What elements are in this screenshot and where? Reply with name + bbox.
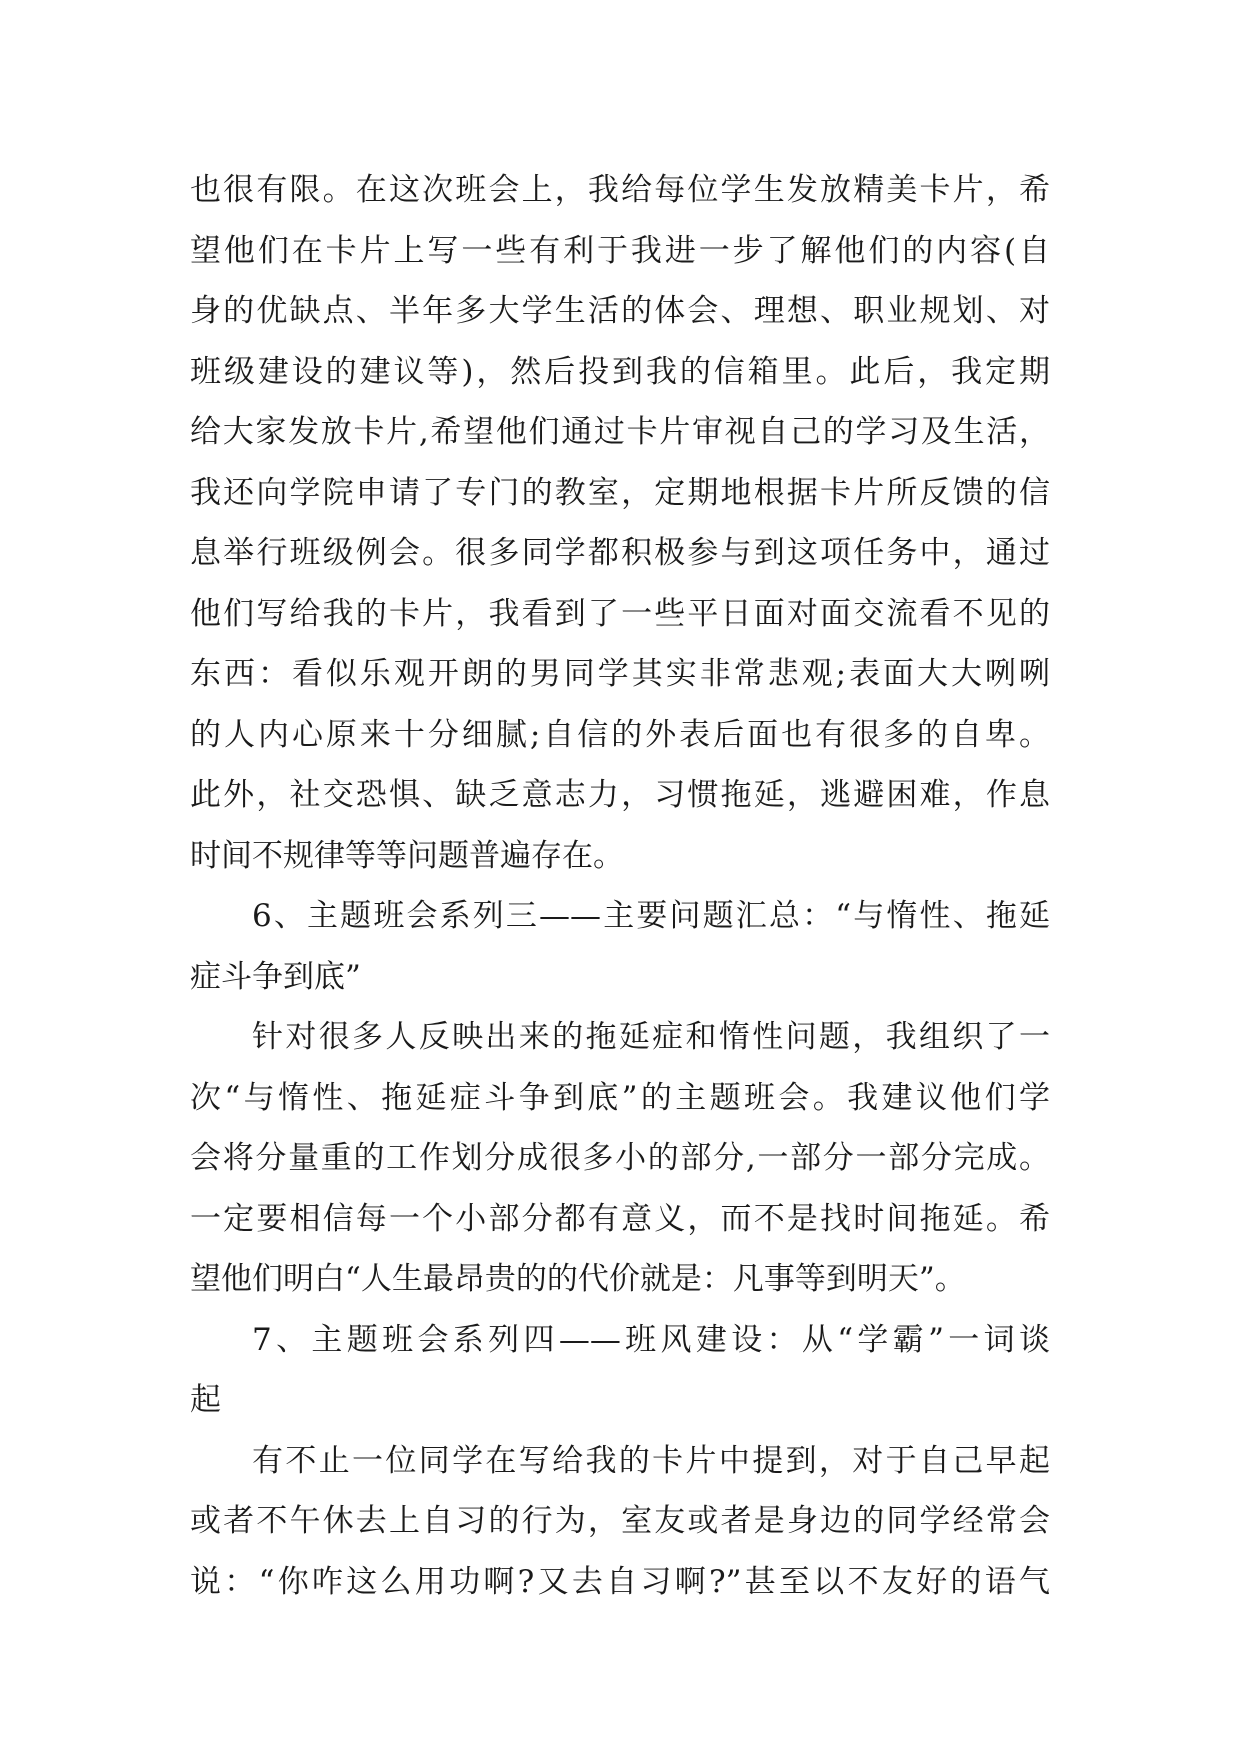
text-line: 有不止一位同学在写给我的卡片中提到，对于自己早起 (252, 1442, 1050, 1479)
text-line: 身的优缺点、半年多大学生活的体会、理想、职业规划、对 (190, 293, 1050, 329)
section-heading-7-cont: 起 (190, 1382, 221, 1418)
text-line: 时间不规律等等问题普遍存在。 (190, 837, 624, 874)
text-line: 也很有限。在这次班会上，我给每位学生发放精美卡片，希 (190, 172, 1050, 208)
text-line: 息举行班级例会。很多同学都积极参与到这项任务中，通过 (190, 535, 1050, 571)
text-line: 的人内心原来十分细腻;自信的外表后面也有很多的自卑。 (190, 716, 1050, 753)
text-line: 说：“你咋这么用功啊?又去自习啊?”甚至以不友好的语气 (190, 1563, 1050, 1600)
text-line: 次“与惰性、拖延症斗争到底”的主题班会。我建议他们学 (190, 1079, 1050, 1116)
section-heading-7: 7、主题班会系列四——班风建设：从“学霸”一词谈 (252, 1321, 1050, 1358)
text-line: 班级建设的建议等)，然后投到我的信箱里。此后，我定期 (190, 353, 1050, 390)
text-line: 东西：看似乐观开朗的男同学其实非常悲观;表面大大咧咧 (190, 656, 1050, 692)
text-line: 我还向学院申请了专门的教室，定期地根据卡片所反馈的信 (190, 474, 1050, 511)
text-line: 针对很多人反映出来的拖延症和惰性问题，我组织了一 (252, 1019, 1050, 1055)
text-line: 他们写给我的卡片，我看到了一些平日面对面交流看不见的 (190, 595, 1050, 632)
text-line: 望他们明白“人生最昂贵的的代价就是：凡事等到明天”。 (190, 1261, 966, 1297)
text-line: 望他们在卡片上写一些有利于我进一步了解他们的内容(自 (190, 232, 1050, 269)
text-line: 一定要相信每一个小部分都有意义，而不是找时间拖延。希 (190, 1200, 1050, 1237)
body-text (190, 160, 1050, 1612)
text-line: 会将分量重的工作划分成很多小的部分,一部分一部分完成。 (190, 1140, 1050, 1176)
section-heading-6-cont: 症斗争到底” (190, 958, 361, 995)
text-line: 或者不午休去上自习的行为，室友或者是身边的同学经常会 (190, 1503, 1050, 1539)
text-line: 此外，社交恐惧、缺乏意志力，习惯拖延，逃避困难，作息 (190, 777, 1050, 813)
section-heading-6: 6、主题班会系列三——主要问题汇总：“与惰性、拖延 (252, 898, 1050, 934)
text-line: 给大家发放卡片,希望他们通过卡片审视自己的学习及生活， (190, 414, 1050, 450)
